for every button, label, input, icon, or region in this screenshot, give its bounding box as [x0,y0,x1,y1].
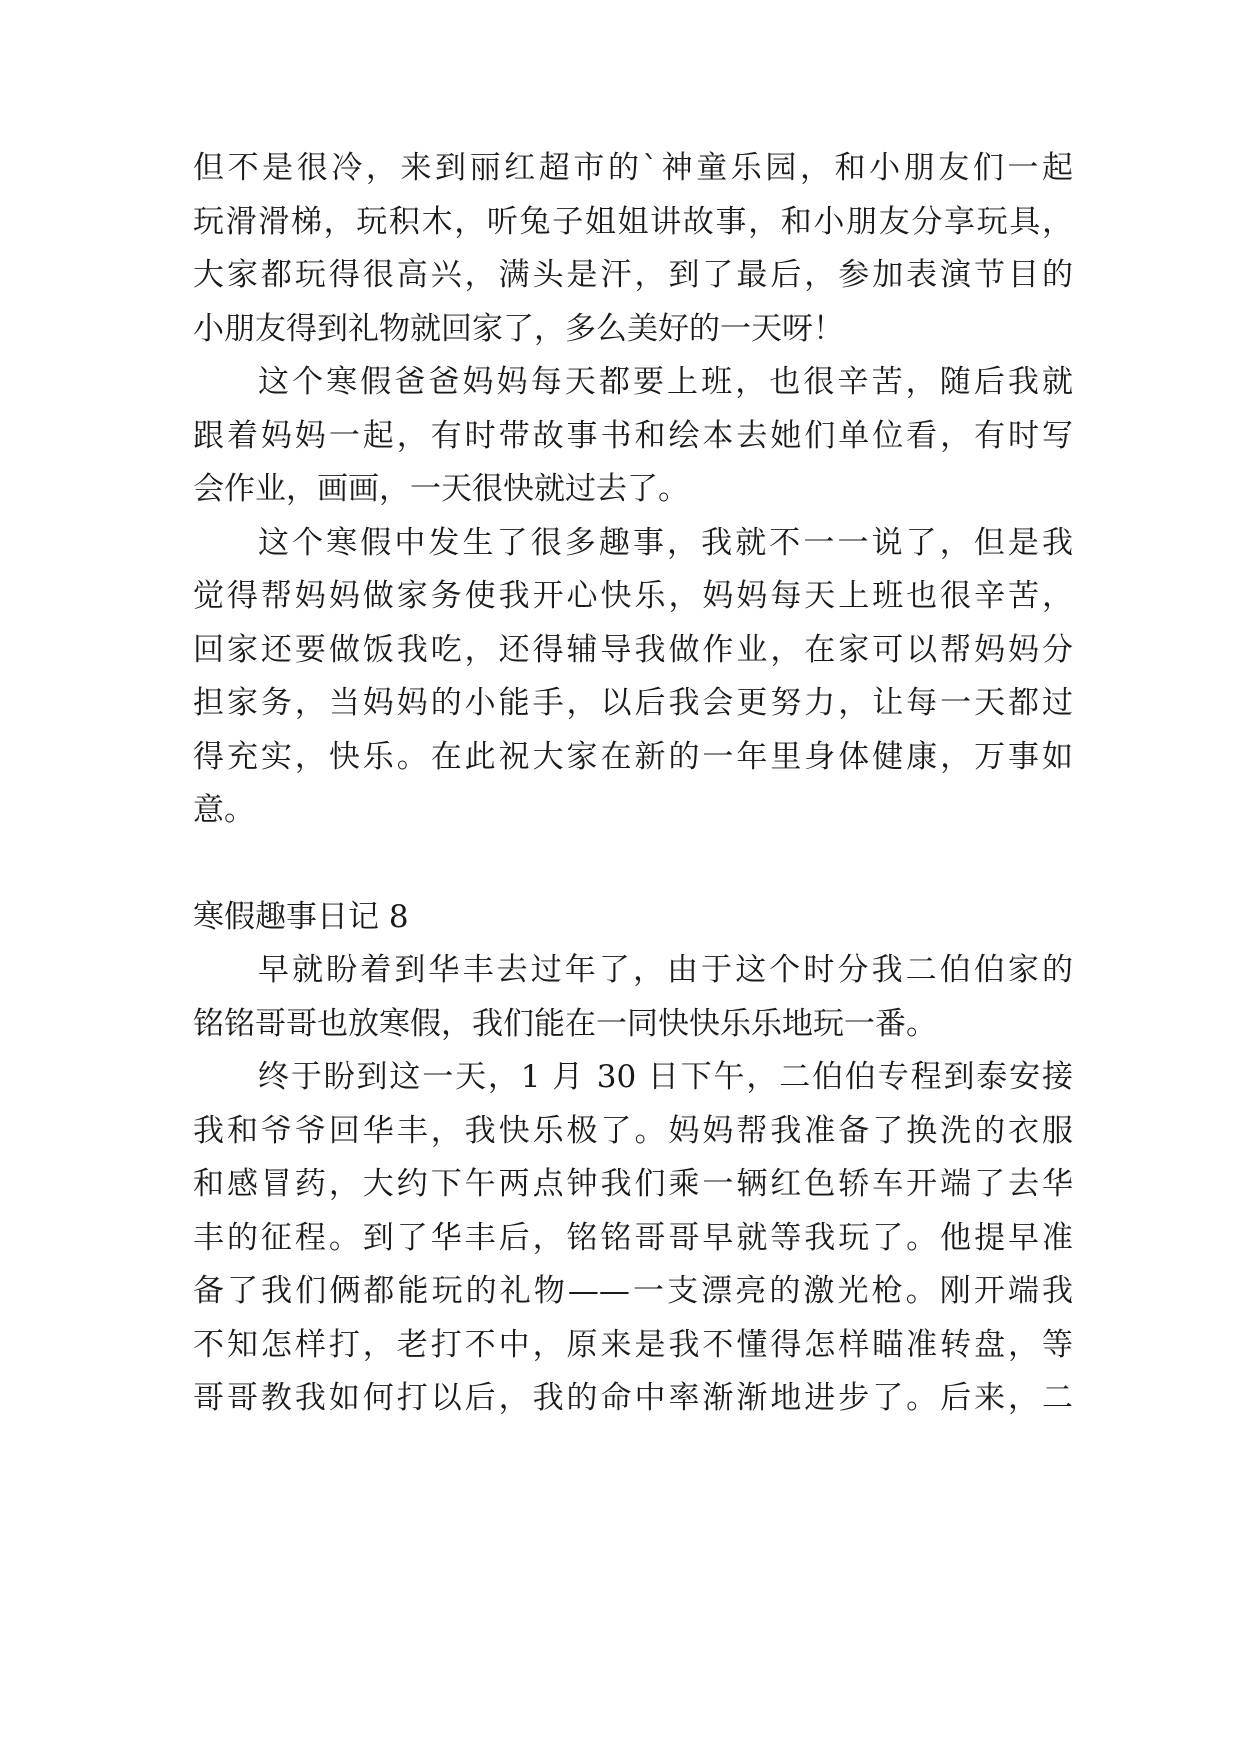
text-line: 意。 [193,792,255,828]
text-line: 得充实，快乐。在此祝大家在新的一年里身体健康，万事如 [193,739,1073,775]
text-line: 但不是很冷，来到丽红超市的`神童乐园，和小朋友们一起 [193,150,1073,186]
text-line: 备了我们俩都能玩的礼物——一支漂亮的激光枪。刚开端我 [193,1273,1073,1309]
text-line: 我和爷爷回华丰，我快乐极了。妈妈帮我准备了换洗的衣服 [193,1113,1073,1149]
text-line: 小朋友得到礼物就回家了，多么美好的一天呀！ [193,311,844,347]
text-line: 不知怎样打，老打不中，原来是我不懂得怎样瞄准转盘，等 [193,1327,1073,1363]
text-line: 这个寒假中发生了很多趣事，我就不一一说了，但是我 [258,525,1073,561]
section-title: 寒假趣事日记 8 [193,899,409,935]
text-line: 觉得帮妈妈做家务使我开心快乐，妈妈每天上班也很辛苦， [193,578,1073,614]
text-line: 回家还要做饭我吃，还得辅导我做作业，在家可以帮妈妈分 [193,632,1073,668]
text-line: 哥哥教我如何打以后，我的命中率渐渐地进步了。后来，二 [193,1380,1073,1416]
text-line: 和感冒药，大约下午两点钟我们乘一辆红色轿车开端了去华 [193,1166,1073,1202]
text-line: 会作业，画画，一天很快就过去了。 [193,471,689,507]
text-line: 丰的征程。到了华丰后，铭铭哥哥早就等我玩了。他提早准 [193,1220,1073,1256]
text-line: 跟着妈妈一起，有时带故事书和绘本去她们单位看，有时写 [193,418,1073,454]
text-line: 铭铭哥哥也放寒假，我们能在一同快快乐乐地玩一番。 [193,1006,937,1042]
text-line: 担家务，当妈妈的小能手，以后我会更努力，让每一天都过 [193,685,1073,721]
text-line: 玩滑滑梯，玩积木，听兔子姐姐讲故事，和小朋友分享玩具， [193,204,1073,240]
text-line: 终于盼到这一天，1 月 30 日下午，二伯伯专程到泰安接 [258,1059,1073,1095]
text-line: 大家都玩得很高兴，满头是汗，到了最后，参加表演节目的 [193,257,1073,293]
text-line: 早就盼着到华丰去过年了，由于这个时分我二伯伯家的 [258,952,1073,988]
text-line: 这个寒假爸爸妈妈每天都要上班，也很辛苦，随后我就 [258,364,1073,400]
